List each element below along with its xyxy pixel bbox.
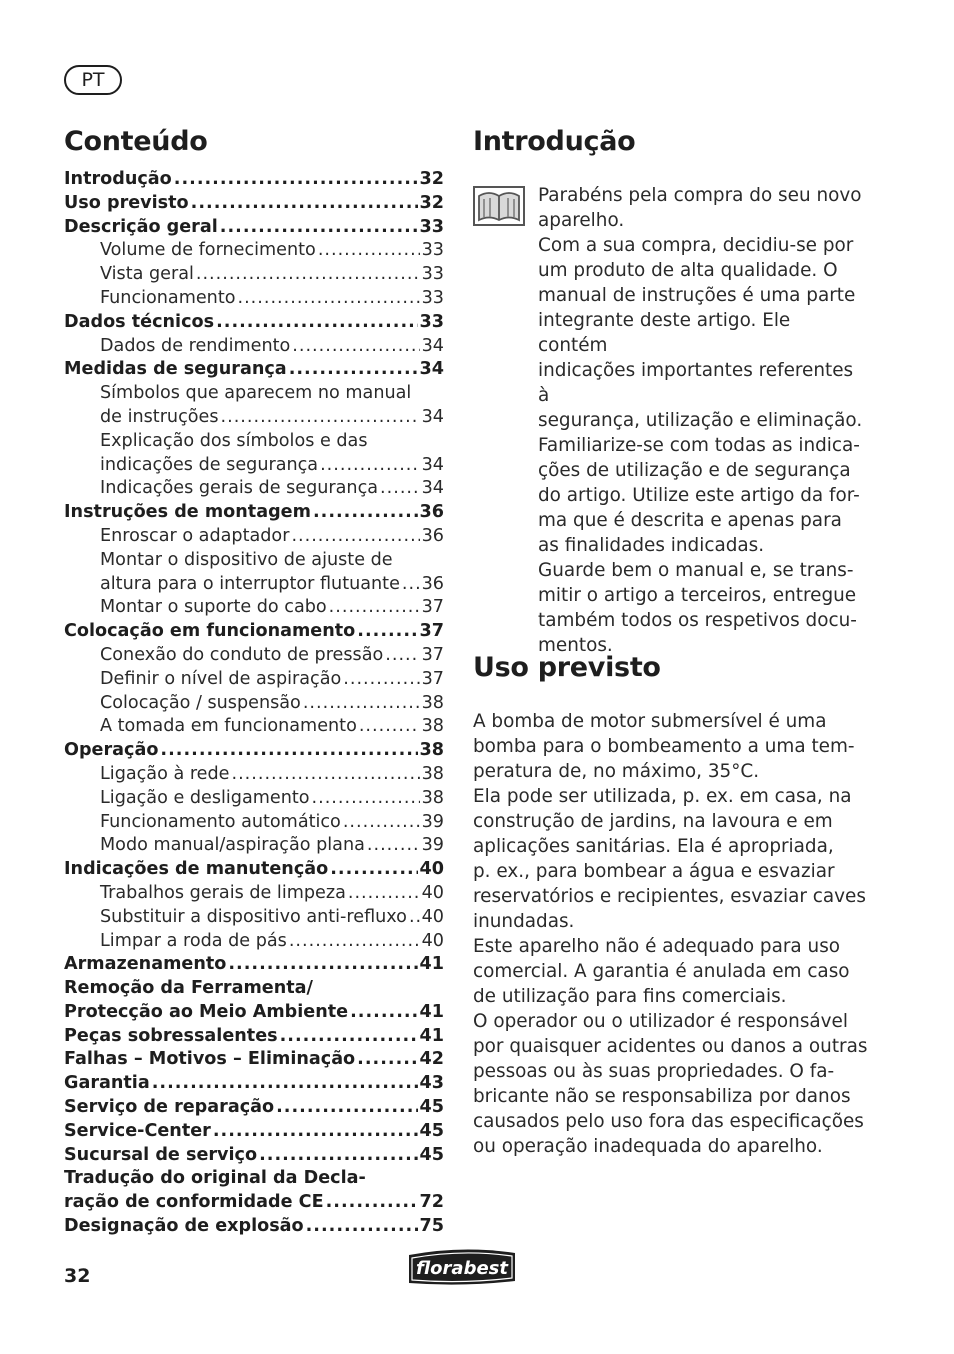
toc-entry-text: A tomada em funcionamento (100, 716, 357, 737)
toc-page-number: 40 (419, 859, 444, 880)
toc-leader-dots (276, 1096, 417, 1120)
toc-leader-dots (152, 1072, 418, 1096)
toc-entry-text: Medidas de segurança (64, 359, 287, 380)
toc-leader-dots (357, 620, 417, 644)
text-line: mentos. (538, 635, 613, 656)
toc-page-number: 32 (419, 192, 444, 213)
text-line: as finalidades indicadas. (538, 535, 765, 556)
toc-entry-text: Remoção da Ferramenta/ (64, 978, 313, 999)
toc-entry (64, 977, 444, 1001)
toc-page-number: 42 (419, 1049, 444, 1070)
toc-page-number: 41 (419, 954, 444, 975)
toc-entry (64, 1144, 444, 1168)
text-line: Este aparelho não é adequado para uso (473, 936, 841, 957)
toc-entry-text: Falhas – Motivos – Eliminação (64, 1049, 356, 1070)
toc-leader-dots (357, 1048, 417, 1072)
toc-entry-text: Introdução (64, 169, 172, 189)
toc-entry (64, 1072, 444, 1096)
toc-entry (64, 192, 444, 216)
toc-page-number: 34 (421, 406, 444, 427)
toc-page-number: 75 (419, 1216, 444, 1237)
text-line: Parabéns pela compra do seu novo (538, 185, 862, 206)
table-of-contents (64, 168, 444, 1239)
toc-leader-dots (292, 335, 419, 359)
text-line: mitir o artigo a terceiros, entregue (538, 585, 857, 606)
toc-leader-dots (289, 930, 420, 954)
text-line: pessoas ou às suas propriedades. O fa- (473, 1061, 835, 1082)
toc-page-number: 38 (421, 692, 444, 713)
toc-entry (64, 1167, 444, 1191)
intro-paragraph (538, 183, 863, 658)
toc-entry (64, 454, 444, 478)
toc-entry-text: Serviço de reparação (64, 1097, 275, 1118)
toc-entry-text: Garantia (64, 1073, 150, 1094)
toc-page-number: 34 (421, 454, 444, 475)
toc-page-number: 33 (421, 287, 444, 308)
text-line: inundadas. (473, 911, 575, 932)
toc-leader-dots (313, 501, 418, 525)
toc-leader-dots (306, 1215, 418, 1239)
toc-page-number: 72 (419, 1192, 444, 1213)
text-line: ma que é descrita e apenas para (538, 510, 842, 531)
text-line: Familiarize-se com todas as indica- (538, 435, 860, 456)
toc-entry (64, 287, 444, 311)
toc-page-number: 37 (421, 668, 444, 689)
toc-leader-dots (220, 216, 418, 240)
toc-page-number: 32 (419, 169, 444, 189)
toc-entry (64, 335, 444, 359)
toc-entry (64, 1001, 444, 1025)
toc-entry-text: Descrição geral (64, 216, 218, 237)
toc-leader-dots (303, 692, 420, 716)
toc-entry-text: Modo manual/aspiração plana (100, 835, 365, 856)
text-line: também todos os respetivos docu- (538, 610, 857, 631)
toc-leader-dots (318, 239, 420, 263)
toc-entry-text: Indicações gerais de segurança (100, 478, 379, 499)
toc-leader-dots (367, 834, 420, 858)
text-line: p. ex., para bombear a água e esvaziar (473, 861, 835, 882)
toc-leader-dots (402, 573, 420, 597)
toc-entry-text: Indicações de manutenção (64, 859, 329, 880)
toc-leader-dots (259, 1144, 417, 1168)
toc-page-number: 39 (421, 835, 444, 856)
toc-entry (64, 549, 444, 573)
toc-leader-dots (160, 739, 417, 763)
toc-entry-text: Tradução do original da Decla- (64, 1168, 366, 1189)
toc-entry (64, 930, 444, 954)
toc-page-number: 40 (421, 930, 444, 951)
toc-entry (64, 1191, 444, 1215)
toc-entry-text: Definir o nível de aspiração (100, 668, 342, 689)
toc-entry (64, 715, 444, 739)
toc-entry (64, 216, 444, 240)
text-line: construção de jardins, na lavoura e em (473, 811, 833, 832)
text-line: aplicações sanitárias. Ela é apropriada, (473, 836, 834, 857)
toc-entry (64, 787, 444, 811)
toc-page-number: 37 (421, 644, 444, 665)
text-line: ou operação inadequada do aparelho. (473, 1136, 823, 1157)
toc-page-number: 38 (419, 740, 444, 761)
toc-leader-dots (409, 906, 420, 930)
toc-entry (64, 382, 444, 406)
toc-entry-text: indicações de segurança (100, 454, 319, 475)
text-line: por quaisquer acidentes ou danos a outras (473, 1036, 868, 1057)
svg-text:florabest: florabest (416, 1258, 508, 1279)
toc-leader-dots (380, 477, 420, 501)
toc-entry-text: Montar o dispositivo de ajuste de (100, 549, 393, 570)
text-line: O operador ou o utilizador é responsável (473, 1011, 848, 1032)
toc-leader-dots (213, 1120, 418, 1144)
toc-page-number: 33 (419, 311, 444, 332)
toc-entry (64, 644, 444, 668)
text-line: manual de instruções é uma parte (538, 285, 856, 306)
toc-page-number: 34 (421, 478, 444, 499)
toc-entry-text: Peças sobressalentes (64, 1025, 278, 1046)
text-line: A bomba de motor submersível é uma (473, 711, 827, 732)
intended-use-title: Uso previsto (473, 652, 661, 683)
toc-page-number: 39 (421, 811, 444, 832)
toc-entry-text: Operação (64, 740, 159, 761)
toc-page-number: 38 (421, 787, 444, 808)
text-line: bricante não se responsabiliza por danos (473, 1086, 851, 1107)
toc-entry (64, 692, 444, 716)
text-line: comercial. A garantia é anulada em caso (473, 961, 850, 982)
text-line: aparelho. (538, 210, 625, 231)
toc-entry (64, 620, 444, 644)
toc-page-number: 34 (421, 335, 444, 356)
toc-leader-dots (196, 263, 420, 287)
toc-entry-text: ração de conformidade CE (64, 1192, 324, 1213)
toc-page-number: 40 (421, 882, 444, 903)
toc-entry-text: Protecção ao Meio Ambiente (64, 1001, 349, 1022)
text-line: um produto de alta qualidade. O (538, 260, 838, 281)
toc-entry-text: Explicação dos símbolos e das (100, 430, 368, 451)
toc-entry (64, 596, 444, 620)
toc-page-number: 38 (421, 716, 444, 737)
toc-leader-dots (289, 358, 418, 382)
toc-entry-text: Ligação e desligamento (100, 787, 310, 808)
text-line: bomba para o bombeamento a uma tem- (473, 736, 855, 757)
toc-entry-text: Uso previsto (64, 192, 189, 213)
text-line: Guarde bem o manual e, se trans- (538, 560, 854, 581)
toc-leader-dots (330, 858, 417, 882)
text-line: peratura de, no máximo, 35°C. (473, 761, 760, 782)
toc-page-number: 45 (419, 1144, 444, 1165)
open-book-icon (473, 186, 525, 226)
toc-page-number: 37 (421, 597, 444, 618)
toc-entry-text: Ligação à rede (100, 763, 230, 784)
toc-page-number: 45 (419, 1097, 444, 1118)
toc-entry-text: altura para o interruptor flutuante (100, 573, 400, 594)
toc-entry (64, 263, 444, 287)
toc-leader-dots (343, 668, 419, 692)
toc-entry-text: Colocação em funcionamento (64, 621, 356, 642)
language-badge (64, 65, 122, 95)
toc-entry (64, 239, 444, 263)
toc-leader-dots (312, 787, 420, 811)
text-line: Com a sua compra, decidiu-se por (538, 235, 854, 256)
toc-leader-dots (221, 406, 420, 430)
toc-page-number: 38 (421, 763, 444, 784)
toc-entry-text: Designação de explosão (64, 1216, 304, 1237)
toc-entry (64, 739, 444, 763)
toc-page-number: 43 (419, 1073, 444, 1094)
toc-entry-text: Service-Center (64, 1120, 211, 1141)
toc-entry-text: Limpar a roda de pás (100, 930, 287, 951)
toc-page-number: 36 (421, 525, 444, 546)
toc-entry-text: Armazenamento (64, 954, 227, 975)
toc-entry-text: Trabalhos gerais de limpeza (100, 882, 346, 903)
toc-entry-text: Dados técnicos (64, 311, 215, 332)
toc-entry-text: Substituir a dispositivo anti-refluxo (100, 906, 407, 927)
toc-entry-text: Símbolos que aparecem no manual (100, 383, 412, 404)
toc-leader-dots (348, 882, 420, 906)
toc-leader-dots (228, 953, 417, 977)
text-line: causados pelo uso fora das especificações (473, 1111, 864, 1132)
toc-entry (64, 311, 444, 335)
toc-leader-dots (191, 192, 418, 216)
toc-entry-text: Sucursal de serviço (64, 1144, 258, 1165)
toc-entry (64, 882, 444, 906)
text-line: segurança, utilização e eliminação. (538, 410, 863, 431)
toc-entry (64, 834, 444, 858)
toc-entry (64, 906, 444, 930)
toc-leader-dots (280, 1025, 418, 1049)
toc-leader-dots (359, 715, 420, 739)
toc-entry-text: Conexão do conduto de pressão (100, 644, 384, 665)
toc-page-number: 45 (419, 1120, 444, 1141)
toc-page-number: 34 (419, 359, 444, 380)
text-line: ções de utilização e de segurança (538, 460, 851, 481)
toc-leader-dots (232, 763, 420, 787)
toc-entry (64, 168, 444, 192)
toc-leader-dots (216, 311, 417, 335)
toc-page-number: 33 (421, 264, 444, 285)
toc-leader-dots (238, 287, 420, 311)
text-line: integrante deste artigo. Ele contém (538, 310, 791, 356)
toc-leader-dots (385, 644, 419, 668)
florabest-logo (405, 1243, 519, 1287)
toc-leader-dots (174, 168, 418, 192)
toc-leader-dots (350, 1001, 417, 1025)
toc-entry (64, 1096, 444, 1120)
toc-entry (64, 406, 444, 430)
toc-entry (64, 1025, 444, 1049)
toc-entry (64, 477, 444, 501)
text-line: de utilização para fins comerciais. (473, 986, 787, 1007)
toc-entry-text: Vista geral (100, 264, 194, 285)
toc-page-number: 36 (419, 502, 444, 523)
toc-page-number: 33 (421, 240, 444, 261)
toc-page-number: 33 (419, 216, 444, 237)
toc-leader-dots (326, 1191, 418, 1215)
page-number: 32 (64, 1265, 91, 1287)
toc-entry-text: Dados de rendimento (100, 335, 291, 356)
toc-entry-text: Enroscar o adaptador (100, 525, 290, 546)
toc-entry-text: Instruções de montagem (64, 502, 311, 523)
toc-entry (64, 430, 444, 454)
toc-entry (64, 573, 444, 597)
toc-entry (64, 501, 444, 525)
toc-entry-text: Volume de fornecimento (100, 240, 316, 261)
toc-entry (64, 858, 444, 882)
toc-leader-dots (329, 596, 420, 620)
toc-entry (64, 668, 444, 692)
toc-page-number: 41 (419, 1001, 444, 1022)
text-line: Ela pode ser utilizada, p. ex. em casa, na (473, 786, 852, 807)
toc-entry (64, 525, 444, 549)
text-line: do artigo. Utilize este artigo da for- (538, 485, 860, 506)
toc-entry (64, 358, 444, 382)
toc-entry-text: Funcionamento (100, 287, 236, 308)
toc-entry-text: Colocação / suspensão (100, 692, 301, 713)
toc-entry-text: Funcionamento automático (100, 811, 341, 832)
toc-leader-dots (343, 811, 420, 835)
toc-page-number: 36 (421, 573, 444, 594)
toc-entry-text: Montar o suporte do cabo (100, 597, 327, 618)
toc-entry (64, 811, 444, 835)
toc-entry (64, 1120, 444, 1144)
toc-leader-dots (320, 454, 420, 478)
toc-title: Conteúdo (64, 126, 208, 157)
text-line: indicações importantes referentes à (538, 360, 854, 406)
toc-leader-dots (291, 525, 419, 549)
toc-entry (64, 763, 444, 787)
toc-entry-text: de instruções (100, 406, 219, 427)
language-code: PT (81, 69, 105, 91)
text-line: reservatórios e recipientes, esvaziar caves (473, 886, 866, 907)
intended-use-paragraph (473, 709, 868, 1159)
toc-page-number: 37 (419, 621, 444, 642)
toc-page-number: 41 (419, 1025, 444, 1046)
toc-entry (64, 1048, 444, 1072)
intro-title: Introdução (473, 126, 636, 157)
toc-entry (64, 953, 444, 977)
toc-page-number: 40 (421, 906, 444, 927)
toc-entry (64, 1215, 444, 1239)
